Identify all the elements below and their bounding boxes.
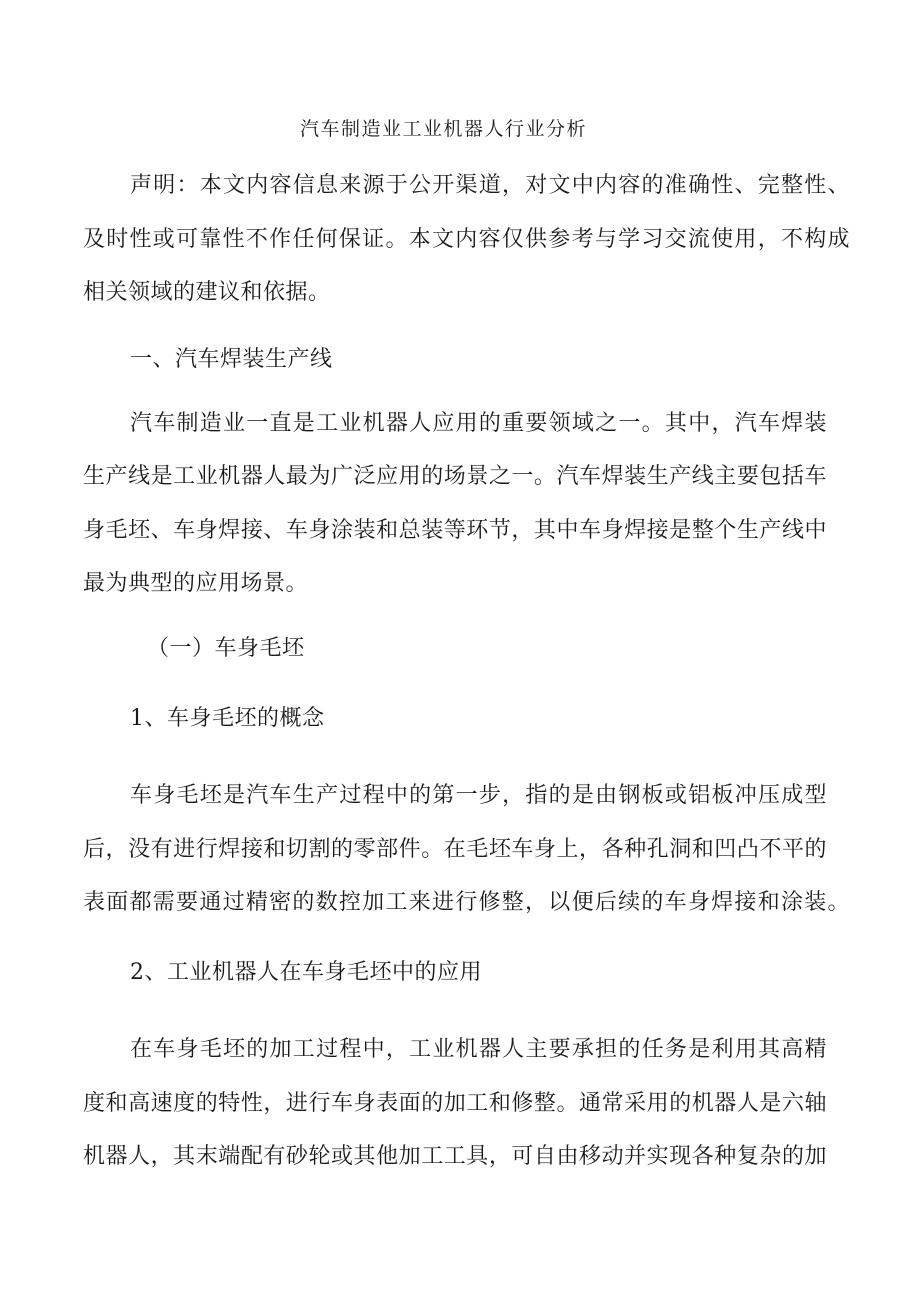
- document-title: 汽车制造业工业机器人行业分析: [300, 118, 588, 140]
- paragraph-1-line-1: 汽车制造业一直是工业机器人应用的重要领域之一。其中，汽车焊装: [130, 411, 827, 436]
- paragraph-3-line-2: 度和高速度的特性，进行车身表面的加工和修整。通常采用的机器人是六轴: [83, 1091, 827, 1116]
- paragraph-1-line-3: 身毛坯、车身焊接、车身涂装和总装等环节，其中车身焊接是整个生产线中: [83, 518, 827, 543]
- paragraph-1-line-4: 最为典型的应用场景。: [83, 571, 309, 596]
- paragraph-2-line-3: 表面都需要通过精密的数控加工来进行修整，以便后续的车身焊接和涂装。: [83, 890, 850, 915]
- section-heading-1: 一、汽车焊装生产线: [130, 347, 333, 372]
- disclaimer-line-2: 及时性或可靠性不作任何保证。本文内容仅供参考与学习交流使用，不构成: [83, 227, 850, 252]
- paragraph-3-line-1: 在车身毛坯的加工过程中，工业机器人主要承担的任务是利用其高精: [130, 1037, 827, 1062]
- paragraph-2-line-2: 后，没有进行焊接和切割的零部件。在毛坯车身上，各种孔洞和凹凸不平的: [83, 837, 827, 862]
- disclaimer-line-3: 相关领域的建议和依据。: [83, 280, 331, 305]
- paragraph-3-line-3: 机器人，其末端配有砂轮或其他加工工具，可自由移动并实现各种复杂的加: [83, 1144, 827, 1169]
- disclaimer-line-1: 声明：本文内容信息来源于公开渠道，对文中内容的准确性、完整性、: [130, 173, 850, 198]
- paragraph-1-line-2: 生产线是工业机器人最为广泛应用的场景之一。汽车焊装生产线主要包括车: [83, 464, 827, 489]
- item-heading-2: 2、工业机器人在车身毛坯中的应用: [130, 960, 482, 985]
- subsection-heading-1: （一）车身毛坯: [147, 636, 305, 661]
- paragraph-2-line-1: 车身毛坯是汽车生产过程中的第一步，指的是由钢板或铝板冲压成型: [130, 783, 827, 808]
- item-heading-1: 1、车身毛坯的概念: [130, 706, 325, 731]
